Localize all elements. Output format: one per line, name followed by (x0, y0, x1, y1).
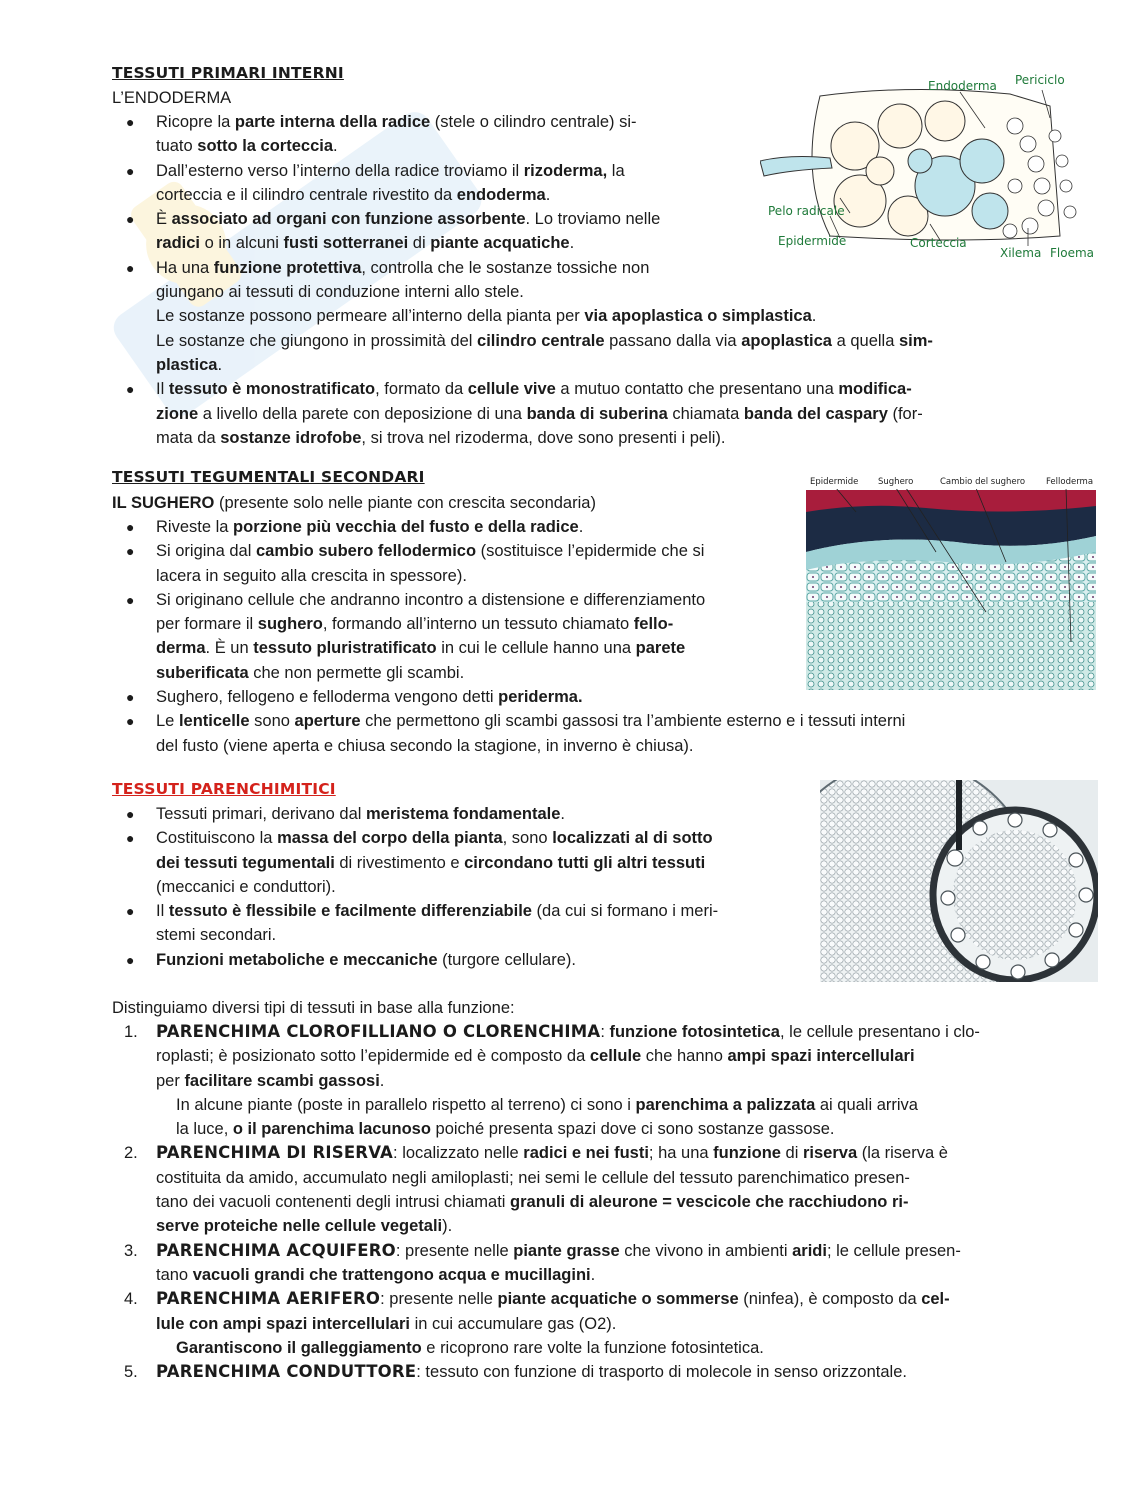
list-item: ● Si originano cellule che andranno incontro a distensione e differenziamento per formare il sughero, formando all’interno un tessuto chiamato fello- derma. È un tessuto pluristratificato in cui le cellule hanno una parete suberificata che non permette gli scambi. (126, 590, 706, 682)
list-item: ● Tessuti primari, derivano dal meristema fondamentale. (126, 805, 566, 823)
list-item: ● Ricopre la parte interna della radice (stele o cilindro centrale) si- tuato sotto la corteccia. (126, 113, 637, 156)
endoderma-title: L’ENDODERMA (112, 89, 232, 107)
label-corteccia: Corteccia (910, 236, 967, 250)
label-cambio-sughero: Cambio del sughero (940, 477, 1026, 487)
label-endoderma: Endoderma (928, 79, 997, 93)
label-felloderma: Felloderma (1046, 477, 1094, 487)
sughero-title: IL SUGHERO (presente solo nelle piante con crescita secondaria) (112, 494, 596, 512)
sughero-micrograph (806, 472, 1096, 690)
section-heading-primary-internal: TESSUTI PRIMARI INTERNI (112, 64, 344, 82)
label-pelo-radicale: Pelo radicale (768, 204, 845, 218)
list-item: ● Il tessuto è monostratificato, formato da cellule vive a mutuo contatto che presentano una modifica- zione a livello della parete con deposizione di una banda di suberina chiamata banda del caspary (for- mata da sostanze idrofobe, si trova nel rizoderma, dove sono presenti i peli). (126, 380, 923, 447)
tipi-intro: Distinguiamo diversi tipi di tessuti in base alla funzione: (112, 999, 515, 1017)
label-xilema: Xilema (1000, 246, 1042, 260)
list-item: ● Costituiscono la massa del corpo della pianta, sono localizzati al di sotto dei tessuti tegumentali di rivestimento e circondano tutti gli altri tessuti (meccanici e conduttori). (126, 829, 713, 896)
label-epidermide: Epidermide (810, 477, 859, 487)
label-epidermide: Epidermide (778, 234, 847, 248)
list-item: ● Sughero, fellogeno e felloderma vengono detti periderma. (126, 688, 583, 707)
parenchimitici-list (112, 802, 812, 972)
list-item: ● Le lenticelle sono aperture che permettono gli scambi gassosi tra l’ambiente esterno e i tessuti interni del fusto (viene aperta e chiusa secondo la stagione, in inverno è chiusa). (126, 712, 906, 755)
list-item: ● Ha una funzione protettiva, controlla che le sostanze tossiche non giungano ai tessuti di conduzione interni allo stele. Le sostanze possono permeare all’interno della pianta per via apoplastica o simplastica. Le sostanze che giungono in prossimità del cilindro centrale passano dalla via apoplastica a quella sim- plastica. (126, 258, 933, 374)
list-item: 4. PARENCHIMA AERIFERO: presente nelle piante acquatiche o sommerse (ninfea), è composto da cel- lule con ampi spazi intercellulari in cui accumulare gas (O2). Garantiscono il galleggiamento e ricoprono rare volte la funzione fotosintetica. (124, 1289, 950, 1357)
label-periciclo: Periciclo (1015, 73, 1065, 87)
label-sughero: Sughero (878, 477, 914, 487)
parenchyma-types-list (112, 1020, 1042, 1384)
list-item: ● Riveste la porzione più vecchia del fusto e della radice. (126, 518, 584, 536)
section-heading-secondary-tegumental: TESSUTI TEGUMENTALI SECONDARI (112, 468, 425, 486)
list-item: ● Si origina dal cambio subero fellodermico (sostituisce l’epidermide che si lacera in seguito alla crescita in spessore). (126, 542, 705, 585)
list-item: ● È associato ad organi con funzione assorbente. Lo troviamo nelle radici o in alcuni fusti sotterranei di piante acquatiche. (126, 210, 661, 253)
label-floema: Floema (1050, 246, 1095, 260)
section-heading-parenchimitici: TESSUTI PARENCHIMITICI (112, 780, 336, 798)
list-item: 3. PARENCHIMA ACQUIFERO: presente nelle piante grasse che vivono in ambienti aridi; le cellule presen- tano vacuoli grandi che trattengono acqua e mucillagini. (124, 1240, 961, 1284)
list-item: ● Dall’esterno verso l’interno della radice troviamo il rizoderma, la corteccia e il cilindro centrale rivestito da endoderma. (126, 161, 625, 204)
list-item: ● Il tessuto è flessibile e facilmente differenziabile (da cui si formano i meri- stemi secondari. (126, 902, 719, 945)
list-item: 2. PARENCHIMA DI RISERVA: localizzato nelle radici e nei fusti; ha una funzione di riserva (la riserva è costituita da amido, accumulato negli amiloplasti; nei semi le cellule del tessuto parenchimatico presen- tano dei vacuoli contenenti degli intrusi chiamati granuli di aleurone = vescicole che racchiudono ri- serve proteiche nelle cellule vegetali). (124, 1143, 948, 1236)
list-item: 5. PARENCHIMA CONDUTTORE: tessuto con funzione di trasporto di molecole in senso orizzontale. (124, 1362, 907, 1382)
list-item: 1. PARENCHIMA CLOROFILLIANO O CLORENCHIMA: funzione fotosintetica, le cellule presentano i clo- roplasti; è posizionato sotto l’epidermide ed è composto da cellule che hanno ampi spazi intercellulari per facilitare scambi gassosi. In alcune piante (poste in parallelo rispetto al terreno) ci sono i parenchima a palizzata ai quali arriva la luce, o il parenchima lacunoso poiché presenta spazi dove ci sono sostanze gassose. (124, 1022, 980, 1139)
parenchyma-micrograph (820, 780, 1098, 982)
endoderma-diagram (760, 66, 1100, 264)
list-item: ● Funzioni metaboliche e meccaniche (turgore cellulare). (126, 950, 576, 969)
